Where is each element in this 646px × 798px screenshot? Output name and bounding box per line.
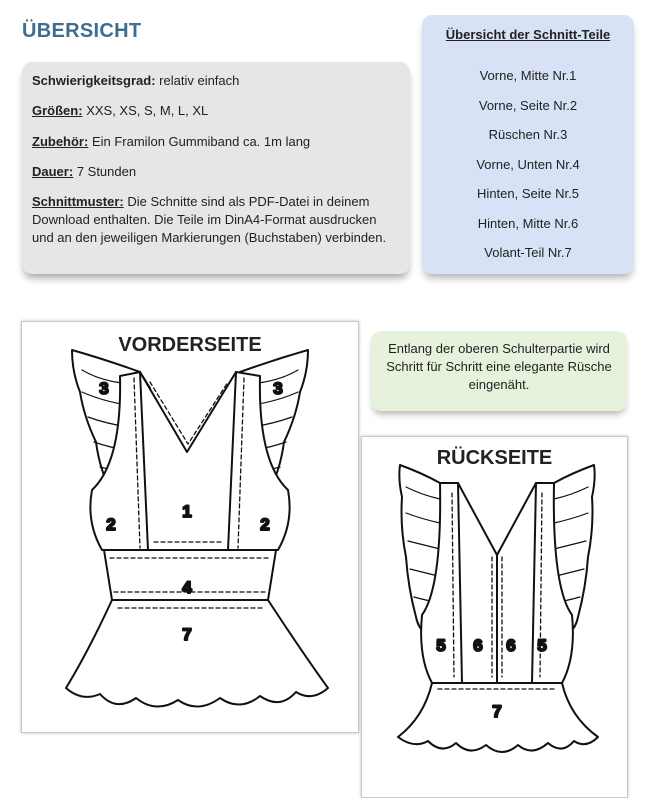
pattern-line	[32, 193, 400, 247]
parts-item: Rüschen Nr.3	[488, 127, 568, 142]
sizes-line	[32, 102, 400, 120]
front-label-waistband: 4	[182, 578, 192, 597]
back-label-peplum: 7	[492, 702, 502, 721]
front-label-ruffle-left: 3	[99, 379, 109, 398]
sizes-value: XXS, XS, S, M, L, XL	[86, 103, 209, 118]
front-peplum	[66, 600, 328, 707]
back-view-title: RÜCKSEITE	[436, 447, 553, 469]
back-view-drawing	[362, 437, 627, 797]
front-label-center: 1	[182, 502, 192, 521]
parts-item: Hinten, Mitte Nr.6	[477, 215, 579, 231]
page-title: ÜBERSICHT	[22, 20, 142, 42]
accessories-value: Ein Framilon Gummiband ca. 1m lang	[91, 134, 311, 149]
difficulty-value: relativ einfach	[159, 73, 240, 88]
back-label-side-left: 5	[436, 636, 446, 655]
back-label-side-right: 5	[537, 636, 547, 655]
front-label-side-left: 2	[106, 515, 116, 534]
ruffle-note	[371, 331, 627, 411]
parts-item: Vorne, Unten Nr.4	[476, 156, 580, 172]
front-label-peplum: 7	[182, 625, 192, 644]
parts-item: Vorne, Mitte Nr.1	[479, 68, 577, 83]
back-label-center-right: 6	[506, 636, 516, 655]
front-view-title: VORDERSEITE	[118, 334, 262, 356]
sizes-label: Größen:	[32, 103, 83, 118]
parts-item: Volant-Teil Nr.7	[484, 245, 572, 260]
front-view-drawing	[22, 322, 358, 732]
parts-item: Vorne, Seite Nr.2	[478, 97, 578, 113]
back-view-panel	[361, 436, 628, 798]
front-view-panel	[21, 321, 359, 733]
parts-title: Übersicht der Schnitt-Teile	[445, 27, 611, 42]
front-label-ruffle-right: 3	[273, 379, 283, 398]
back-label-center-left: 6	[473, 636, 483, 655]
front-label-side-right: 2	[260, 515, 270, 534]
duration-label: Dauer:	[32, 164, 74, 179]
parts-overview-box	[422, 15, 634, 274]
duration-line	[32, 163, 400, 181]
pattern-value: Die Schnitte sind als PDF-Datei in deinem Download enthalten. Die Teile im DinA4-Format ausdrucken und an den jeweiligen Markierungen (Buchstaben) verbinden.	[32, 194, 387, 245]
parts-item: Hinten, Seite Nr.5	[477, 186, 579, 201]
parts-list	[422, 67, 634, 274]
accessories-label: Zubehör:	[32, 134, 89, 149]
difficulty-line	[32, 72, 400, 90]
duration-value: 7 Stunden	[76, 164, 137, 179]
accessories-line	[32, 133, 400, 151]
difficulty-label: Schwierigkeitsgrad:	[32, 73, 156, 88]
info-box	[22, 62, 410, 274]
ruffle-note-text: Entlang der oberen Schulterpartie wird Schritt für Schritt eine elegante Rüsche eingenäht.	[386, 341, 612, 392]
pattern-label: Schnittmuster:	[32, 194, 124, 209]
